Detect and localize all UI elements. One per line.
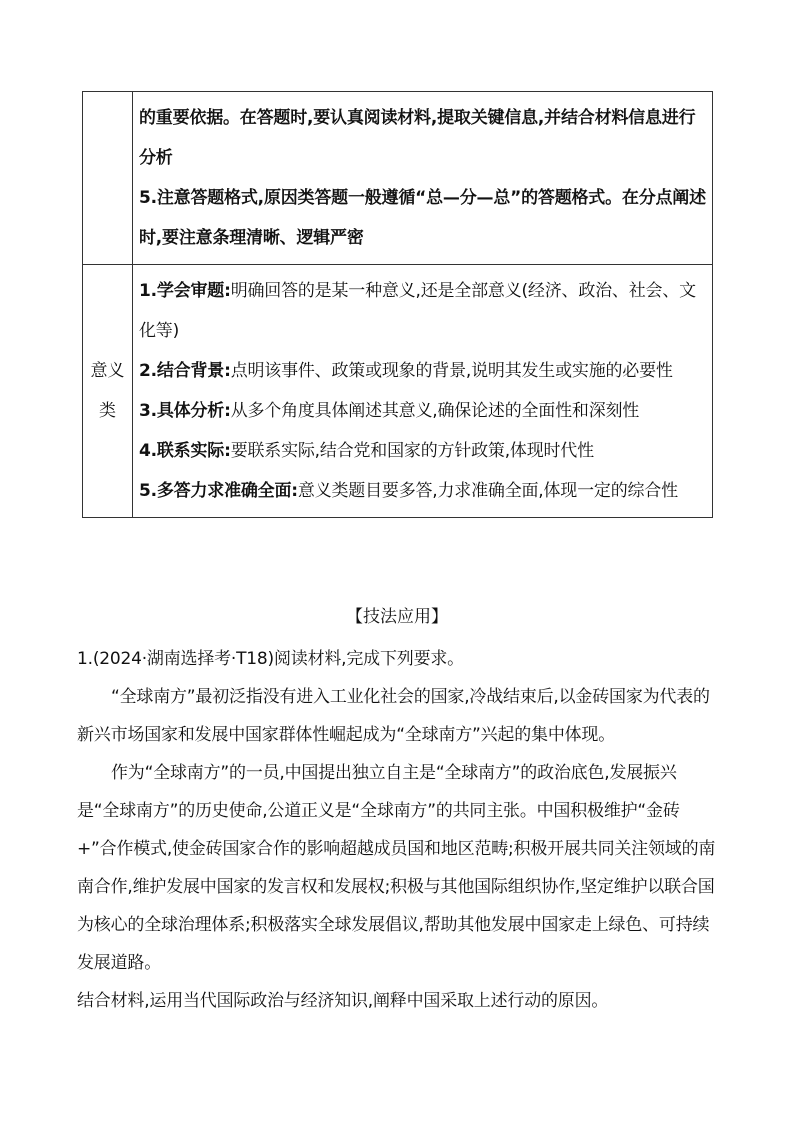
category-cell-empty (83, 92, 133, 265)
tip-item-head: 4.联系实际: (139, 441, 231, 461)
question-task: 结合材料,运用当代国际政治与经济知识,阐释中国采取上述行动的原因。 (77, 991, 609, 1011)
material-paragraph-1: “全球南方”最初泛指没有进入工业化社会的国家,冷战结束后,以金砖国家为代表的新兴市场国家和发展中国家群体性崛起成为“全球南方”兴起的集中体现。 (77, 687, 710, 745)
cause-tips (133, 92, 712, 264)
category-label-line2: 类 (99, 401, 116, 421)
category-label-line1: 意义 (90, 361, 125, 381)
content-cell (133, 92, 713, 265)
tip-item (139, 391, 708, 431)
tip-item (139, 471, 708, 511)
question-block (77, 640, 717, 1020)
section-heading: 【技法应用】 (346, 607, 448, 627)
continuation-text: 的重要依据。在答题时,要认真阅读材料,提取关键信息,并结合材料信息进行分析 (139, 108, 696, 168)
tip-item (139, 431, 708, 471)
tip-item-head: 2.结合背景: (139, 361, 231, 381)
method-table (82, 91, 713, 518)
tip-item-body: 意义类题目要多答,力求准确全面,体现一定的综合性 (297, 481, 678, 501)
tip-item-5: 5.注意答题格式,原因类答题一般遵循“总—分—总”的答题格式。在分点阐述时,要注意条理清晰、逻辑严密 (139, 188, 706, 248)
question-stem: 1.(2024·湖南选择考·T18)阅读材料,完成下列要求。 (77, 649, 464, 669)
content-cell (133, 265, 713, 518)
significance-tips (133, 265, 712, 517)
tip-item-head: 5.多答力求准确全面: (139, 481, 298, 501)
tip-item (139, 271, 708, 351)
table-row (83, 265, 713, 518)
tip-item-body: 点明该事件、政策或现象的背景,说明其发生或实施的必要性 (230, 361, 673, 381)
tip-item-head: 1.学会审题: (139, 281, 231, 301)
tip-item (139, 351, 708, 391)
tip-item-body: 从多个角度具体阐述其意义,确保论述的全面性和深刻性 (230, 401, 640, 421)
tip-item-head: 3.具体分析: (139, 401, 231, 421)
tip-item-body: 要联系实际,结合党和国家的方针政策,体现时代性 (230, 441, 594, 461)
table-row (83, 92, 713, 265)
category-cell-significance (83, 265, 133, 518)
tip-item-body: 明确回答的是某一种意义,还是全部意义(经济、政治、社会、文化等) (139, 281, 696, 341)
material-paragraph-2: 作为“全球南方”的一员,中国提出独立自主是“全球南方”的政治底色,发展振兴是“全球南方”的历史使命,公道正义是“全球南方”的共同主张。中国积极维护“金砖+”合作模式,使金砖国家合作的影响超越成员国和地区范畴;积极开展共同关注领域的南南合作,维护发展中国家的发言权和发展权;积极与其他国际组织协作,坚定维护以联合国为核心的全球治理体系;积极落实全球发展倡议,帮助其他发展中国家走上绿色、可持续发展道路。 (77, 763, 716, 973)
